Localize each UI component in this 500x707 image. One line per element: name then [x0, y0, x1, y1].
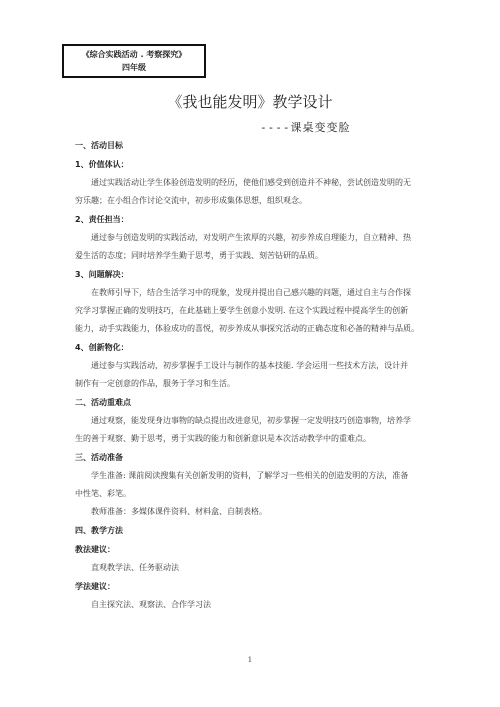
page-subtitle: ----课桌变变脸	[260, 121, 351, 134]
paragraph-line: 中性笔、彩笔。	[75, 489, 131, 498]
section-heading-goals: 一、活动目标	[75, 141, 123, 150]
paragraph-line: 能力，动手实践能力，体验成功的喜悦，初步养成从事探究活动的正确态度和必备的精神与品质。	[75, 324, 419, 333]
subheading-teaching-method: 教法建议：	[75, 545, 115, 554]
header-box	[62, 44, 206, 78]
paragraph-line: 通过参与实践活动，初步掌握手工设计与制作的基本技能. 学会运用一些技术方法，设计并	[91, 361, 409, 370]
section-heading-preparation: 三、活动准备	[75, 453, 123, 462]
subheading-responsibility: 2、责任担当：	[75, 215, 129, 224]
document-body	[75, 140, 430, 614]
paragraph-line: 通过参与创造发明的实践活动，对发明产生浓厚的兴趣，初步养成自理能力，自立精神、热	[91, 233, 411, 242]
paragraph-line: 生的善于观察、勤于思考，勇于实践的能力和创新意识是本次活动教学中的重难点。	[75, 434, 371, 443]
paragraph-line: 在教师引导下，结合生活学习中的现象，发现并提出自己感兴趣的问题，通过自主与合作探	[91, 288, 411, 297]
page-title: 《我也能发明》教学设计	[167, 93, 333, 111]
page-number: 1	[247, 656, 253, 664]
paragraph-line: 自主探究法、观察法、合作学习法	[91, 600, 211, 609]
subheading-value: 1、价值体认：	[75, 160, 129, 169]
paragraph-line: 直观教学法、任务驱动法	[91, 563, 179, 572]
paragraph-line: 通过实践活动让学生体验创造发明的经历，使他们感受到创造并不神秘，尝试创造发明的无	[91, 178, 411, 187]
header-box-grade: 四年级	[122, 63, 146, 72]
paragraph-line: 学生准备: 课前阅读搜集有关创新发明的资料，了解学习一些相关的创造发明的方法，准备	[91, 471, 409, 480]
subheading-problem-solving: 3、问题解决：	[75, 270, 129, 279]
subheading-innovation: 4、创新物化：	[75, 343, 129, 352]
paragraph-line: 穷乐趣；在小组合作讨论交流中，初步形成集体思想，组织观念。	[75, 196, 307, 205]
paragraph-line: 制作有一定创意的作品，服务于学习和生活。	[75, 379, 235, 388]
section-heading-methods: 四、教学方法	[75, 526, 123, 535]
subheading-learning-method: 学法建议：	[75, 582, 115, 591]
header-box-subject: 《综合实践活动 . 考察探究》	[81, 50, 187, 59]
paragraph-line: 通过观察，能发现身边事物的缺点提出改进意见，初步掌握一定发明技巧创造事物，培养学	[91, 416, 411, 425]
paragraph-line: 究学习掌握正确的发明技巧，在此基础上要学生创意小发明. 在这个实践过程中提高学生的创新	[75, 306, 409, 315]
section-heading-key-points: 二、活动重难点	[75, 398, 131, 407]
paragraph-line: 教师准备：多媒体课件资料、材料盒、自制表格。	[91, 507, 267, 516]
paragraph-line: 爱生活的态度；同时培养学生勤于思考，勇于实践、刻苦钻研的品质。	[75, 251, 323, 260]
